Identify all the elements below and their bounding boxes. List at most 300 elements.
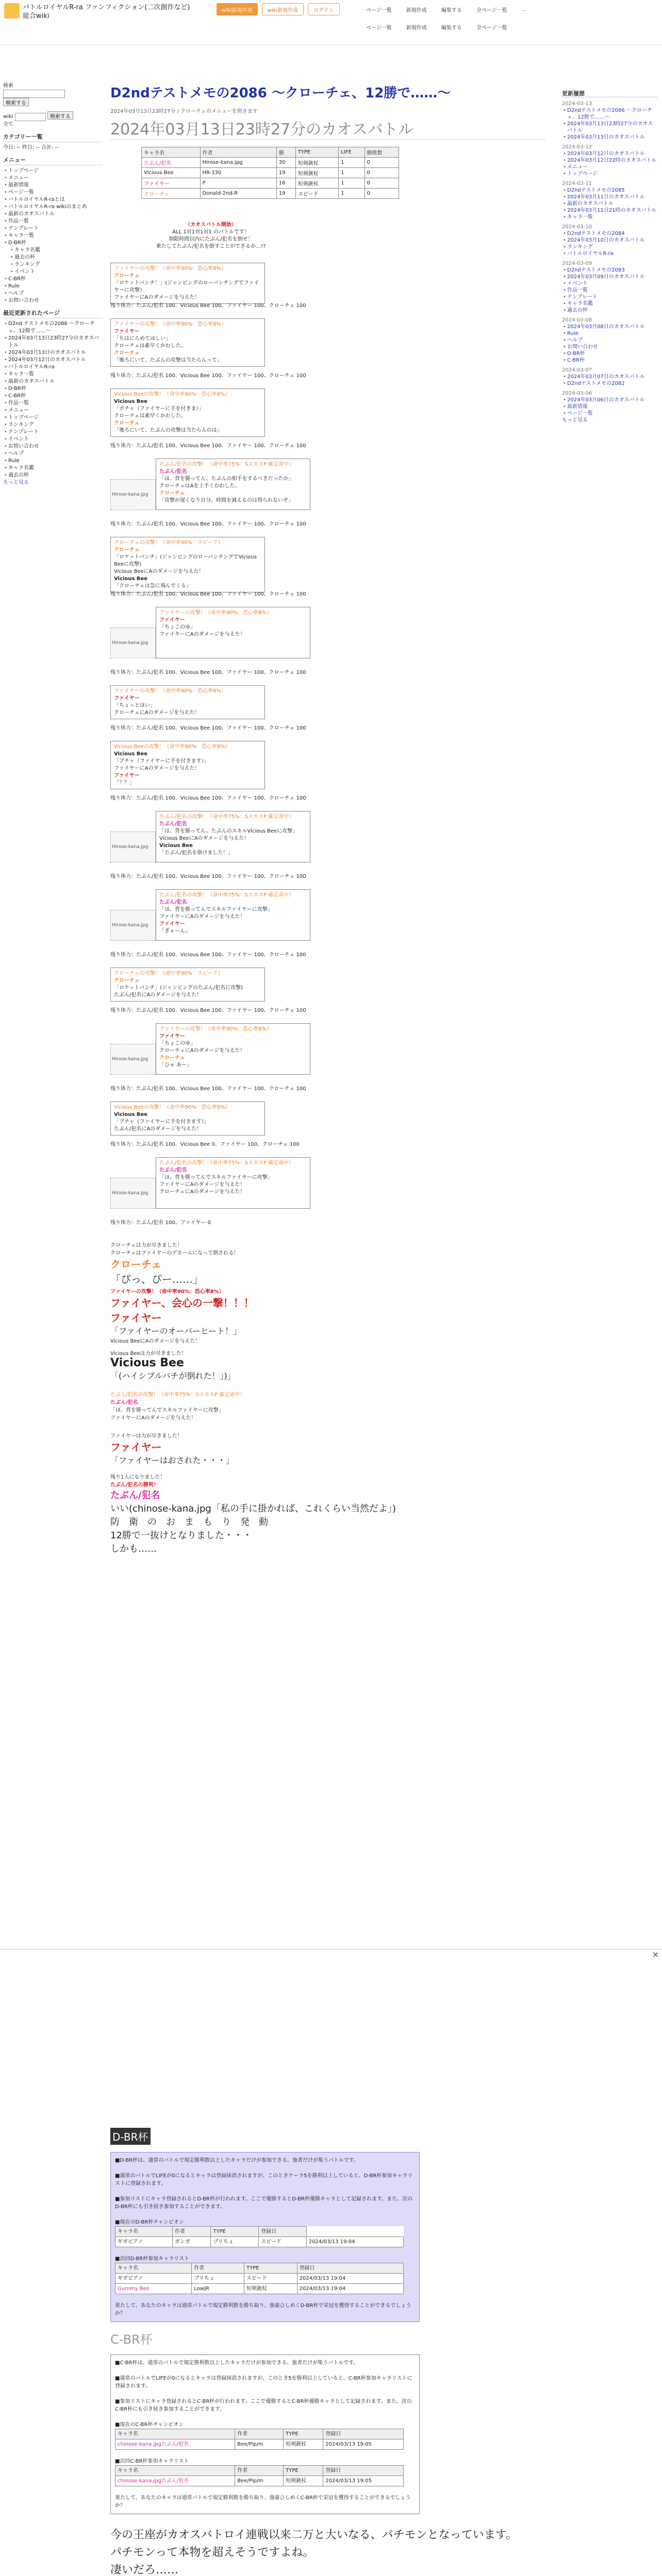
site-header[interactable] xyxy=(4,3,195,21)
cbr-champ-table xyxy=(115,2429,404,2450)
roster-header-cell: 勝敗数 xyxy=(365,147,399,158)
recent-item[interactable]: • イベント xyxy=(3,436,103,443)
croce-down-line: クローチェは力が尽きました！ xyxy=(110,1243,183,1248)
left-sidebar xyxy=(0,82,106,492)
hp-log: 残り体力：たぶん/犯名 100、Vicious Bee 100、ファイヤー 100、クローチェ 100 xyxy=(110,443,306,449)
menu-title: メニュー xyxy=(3,157,103,165)
history-item[interactable]: • D2ndテストメモの2083 xyxy=(562,267,658,274)
dbrchamp-cell: ガンガ xyxy=(173,2237,211,2247)
recent-item[interactable]: • ランキング xyxy=(3,421,103,429)
history-date: 2024-03-06 xyxy=(562,391,592,396)
battle-box xyxy=(156,459,310,510)
cbrchamp-cell[interactable]: chinose-kana.jpgたぶん/犯名 xyxy=(115,2439,235,2450)
winner-line: 防 衛 の お ま も り 発 動 xyxy=(110,1517,268,1528)
history-date: 2024-03-13 xyxy=(562,101,592,107)
dbrlist-row xyxy=(115,2284,404,2294)
battle-line: Vicious Bee xyxy=(114,576,147,582)
battle-line: ファイヤー xyxy=(159,1033,185,1039)
battle-line: 「後ろにいて、たぶんの攻撃は当たらんのは」 xyxy=(114,428,222,433)
hp-log: 残り体力：たぶん/犯名 100、Vicious Bee 100、ファイヤー 100、クローチェ 100 xyxy=(110,373,306,379)
battle-line: 「ほ、背を勝ってん。たぶんの相手をするべきだったか」 xyxy=(159,476,294,482)
hp-log: 残り体力：たぶん/犯名 100、Vicious Bee 100、ファイヤー 100、クローチェ 100 xyxy=(110,1086,306,1092)
recent-item[interactable]: • 2024年03月12日のカオスバトル xyxy=(3,357,103,364)
history-list xyxy=(562,100,658,417)
recent-item[interactable]: • トップページ xyxy=(3,414,103,421)
history-item[interactable]: • 2024年03月08日のカオスバトル xyxy=(562,324,658,330)
battle-line: ファイヤーにAのダメージを与えた！ xyxy=(114,766,200,771)
recent-more-link[interactable]: もっと見る xyxy=(3,479,29,485)
history-item[interactable]: • D-BR杯 xyxy=(562,350,658,357)
history-item[interactable]: • 2024年03月13日のカオスバトル xyxy=(562,134,658,141)
battle-line: クローチェの攻撃！（命中率90%：スピード） xyxy=(114,540,223,546)
history-item[interactable]: • ランキング xyxy=(562,244,658,250)
battle-line: クローチェ xyxy=(114,273,140,279)
history-item[interactable]: • 2024年03月11日21時のカオスバトル xyxy=(562,207,658,214)
battle-line: 「は、背を勝ってん。たぶんのスキルVicious Beeに攻撃」 xyxy=(159,828,298,834)
closing-line-0: 今の王座がカオスバトロイ連戦以来二万と大いなる、パチモンとなっています。 xyxy=(110,2529,517,2541)
battle-line: ファイヤーの攻撃！（命中率90%：恐心率8%） xyxy=(114,321,226,327)
battle-turn xyxy=(110,741,265,789)
menu-item[interactable]: • ページ一覧 xyxy=(3,189,103,196)
dbrlist-cell: スピード xyxy=(244,2274,297,2284)
battle-box xyxy=(110,968,265,1002)
history-more-link[interactable]: もっと見る xyxy=(562,417,588,423)
battle-box xyxy=(156,1023,310,1075)
hp-log: 残り体力：たぶん/犯名 100、ファイヤー 0 xyxy=(110,1220,211,1226)
battle-line: クローチェ xyxy=(159,1055,185,1061)
dbrlist-cell[interactable]: ギガピアノ xyxy=(115,2274,192,2284)
roster-cell[interactable]: ファイヤー xyxy=(142,178,201,189)
recent-item[interactable]: • 2024年03月13日のカオスバトル xyxy=(3,349,103,357)
new-page-link-2[interactable]: 新規作成 xyxy=(401,21,432,33)
dbrlist-cell: プリちょ xyxy=(192,2274,244,2284)
history-date: 2024-03-12 xyxy=(562,144,592,150)
top-bar xyxy=(0,0,662,45)
history-item[interactable]: • 2024年03月11日のカオスバトル xyxy=(562,194,658,200)
close-icon[interactable]: × xyxy=(652,1950,659,1959)
history-item[interactable]: • ヘルプ xyxy=(562,337,658,344)
recent-item[interactable]: • 最新のカオスバトル xyxy=(3,378,103,385)
battle-line: Vicious Beeの攻撃！（命中率90%：恐心率8%） xyxy=(114,1105,230,1110)
history-item[interactable]: • D2ndテストメモの2084 xyxy=(562,230,658,237)
right-sidebar xyxy=(562,90,658,423)
site-title[interactable]: バトルロイヤルR-ra ファンフィクション(二次創作など)総合wiki xyxy=(23,4,190,20)
fire-down-line: ファイヤー xyxy=(110,1441,162,1453)
recent-item[interactable]: • キャラ名鑑 xyxy=(3,465,103,472)
recent-item[interactable]: • メニュー xyxy=(3,407,103,414)
battle-line: Vicious Beeの攻撃！（命中率90%：恐心率8%） xyxy=(114,744,230,750)
edit-link[interactable]: 編集する xyxy=(436,3,467,15)
dbrlist-header xyxy=(115,2263,404,2274)
roster-cell: Donald-2nd-R xyxy=(200,189,276,199)
history-item[interactable]: • 2024年03月10日のカオスバトル xyxy=(562,237,658,244)
battle-line: 「ひゃ あー」 xyxy=(159,1062,192,1068)
wiki-label: wiki xyxy=(3,114,13,120)
menu-list xyxy=(3,167,103,304)
dbrchamp-header xyxy=(115,2227,404,2237)
battle-line: たぶん/犯名の攻撃！（命中率75%：SスカスP 確定命中） xyxy=(159,814,294,820)
battle-turn xyxy=(110,607,310,658)
roster-cell: 30 xyxy=(276,158,295,168)
history-item[interactable]: • 2024年03月12日22時のカオスバトル xyxy=(562,157,658,164)
battle-line: ファイヤーにAのダメージを与えた！ xyxy=(159,914,245,920)
search-button[interactable]: 検索する xyxy=(3,98,29,106)
roster-row xyxy=(142,189,399,199)
intro-line-0: （カオスバトル開始） xyxy=(185,222,237,228)
intro-line-1: ALL 1対1対1対1 のバトルです！ xyxy=(172,229,250,235)
wiki-create-button-2[interactable]: wiki新規作成 xyxy=(262,3,304,15)
edit-link-2[interactable]: 編集する xyxy=(436,21,467,33)
menu-item[interactable]: • 作品一覧 xyxy=(3,218,103,225)
history-item[interactable]: • お問い合わせ xyxy=(562,344,658,350)
history-item[interactable]: • 最新情報 xyxy=(562,403,658,410)
recent-item[interactable]: • D-BR杯 xyxy=(3,385,103,393)
dbrchamp-th: キャラ名 xyxy=(115,2227,173,2237)
character-image: Hirose-kana.jpg xyxy=(110,628,156,658)
history-item[interactable]: • バトルロイヤルR-ra xyxy=(562,250,658,257)
winner-line: いい(chinose-kana.jpg「私の手に掛かれば、これくらい当然だよ」) xyxy=(110,1503,396,1514)
recent-item[interactable]: • ヘルプ xyxy=(3,450,103,457)
scope-all[interactable]: 全て xyxy=(3,121,13,127)
intro-line-3: 乗たしてたぶん/犯名を倒すことができるか…!? xyxy=(156,244,266,249)
roster-row xyxy=(142,178,399,189)
cbrlist-header xyxy=(115,2466,404,2476)
fire-down xyxy=(110,1431,234,1466)
battle-turn xyxy=(110,685,265,719)
dbrlist-th: キャラ名 xyxy=(115,2263,192,2274)
menu-item[interactable]: • トップページ xyxy=(3,167,103,175)
recent-item[interactable]: • 過去の杯 xyxy=(3,472,103,479)
new-page-link[interactable]: 新規作成 xyxy=(401,3,432,15)
battle-line: クローチェ xyxy=(114,420,140,426)
fire-down-line: ファイヤーは力が尽きました！ xyxy=(110,1433,183,1439)
intro-block xyxy=(126,219,296,252)
search-input[interactable] xyxy=(3,90,65,98)
roster-cell: 短剣銃杖 xyxy=(295,178,338,189)
breadcrumb: 2024年03月13日23時27分 / クローチェのメニューを開きます xyxy=(110,109,258,114)
battle-line: たぶん/犯名の攻撃！（命中率75%：SスカスP 確定命中） xyxy=(159,892,294,898)
roster-header-cell: TYPE xyxy=(295,147,338,158)
cbr-list-table xyxy=(115,2465,404,2486)
hp-log: 残り体力：たぶん/犯名 100、Vicious Bee 100、ファイヤー 100、クローチェ 100 xyxy=(110,874,306,879)
battle-line: 「ロケットパンチ」(ジャンピングのたぶん/犯名に攻撃) xyxy=(114,985,243,991)
history-item[interactable]: • キャラ一覧 xyxy=(562,214,658,221)
menu-sub-item[interactable]: • ランキング xyxy=(3,261,103,268)
closing-line-2: 凄いだろ…… xyxy=(110,2564,179,2576)
roster-cell: 1 xyxy=(339,178,365,189)
menu-sub-item[interactable]: • イベント xyxy=(3,268,103,276)
site-logo[interactable] xyxy=(4,3,20,19)
battle-turn xyxy=(110,318,265,367)
battle-line: ファイヤーにAのダメージを与えた！ xyxy=(159,632,245,637)
battle-line: たぶん/犯名にAのダメージを与えた！ xyxy=(114,1126,202,1132)
dbrlist-row xyxy=(115,2274,404,2284)
battle-line: Vicious Bee xyxy=(114,1112,147,1117)
menu-item[interactable]: • 最新情報 xyxy=(3,182,103,189)
battle-line: Vicious BeeにAのダメージを与えた！ xyxy=(114,569,204,574)
history-date: 2024-03-09 xyxy=(562,261,592,266)
battle-turn xyxy=(110,537,265,592)
history-item[interactable]: • D2ndテストメモの2086 〜クローチェ、12勝で……〜 xyxy=(562,107,658,121)
fire-crit xyxy=(110,1287,254,1344)
intro-line-2: 制限時間以内にたぶん/犯名を倒せ！ xyxy=(169,236,253,242)
recent-item[interactable]: • 2024年03月13日23時27分のカオスバトル xyxy=(3,335,103,349)
wiki-search-row xyxy=(3,111,103,121)
history-item[interactable]: • 2024年03月07日のカオスバトル xyxy=(562,374,658,380)
history-item[interactable]: • 2024年03月13日23時27分のカオスバトル xyxy=(562,121,658,134)
page-list-link-2[interactable]: ページ一覧 xyxy=(361,21,397,33)
history-item[interactable]: • メニュー xyxy=(562,164,658,171)
battle-line: Vicious Bee xyxy=(114,751,147,757)
hp-log: 残り体力：たぶん/犯名 100、Vicious Bee 100、ファイヤー 100、クローチェ 100 xyxy=(110,725,306,731)
recent-item[interactable]: • C-BR杯 xyxy=(3,393,103,400)
wiki-search-button[interactable]: 検索する xyxy=(47,111,73,120)
menu-item[interactable]: • C-BR杯 xyxy=(3,276,103,283)
menu-item[interactable]: • 最新のカオスバトル xyxy=(3,211,103,218)
fire-crit-line: Vicious BeeにAのダメージを与えた！ xyxy=(110,1338,201,1344)
roster-cell: スピード xyxy=(295,189,338,199)
menu-item[interactable]: • キャラ一覧 xyxy=(3,232,103,240)
roster-cell: 0 xyxy=(365,158,399,168)
battle-line: クローチェにAのダメージを与えた！ xyxy=(159,1189,245,1195)
battle-line: 「ほ、背を勝ってんでスキルファイヤーに攻撃」 xyxy=(159,1175,273,1180)
history-group xyxy=(562,324,658,364)
character-image: Hirose-kana.jpg xyxy=(110,1178,156,1209)
battle-box xyxy=(156,889,310,941)
history-group xyxy=(562,230,658,257)
menu-sub-item[interactable]: • キャラ名鑑 xyxy=(3,247,103,254)
dbrlist-cell[interactable]: Gummy Bee xyxy=(115,2284,192,2294)
category-title: カテゴリー一覧 xyxy=(3,133,103,142)
page-list-link[interactable]: ページ一覧 xyxy=(361,3,397,15)
fire-crit-line: ファイヤーの攻撃！（命中率90%：恐心率8%） xyxy=(110,1289,224,1295)
battle-line: ファイヤーの攻撃！（命中率90%：恐心率8%） xyxy=(159,610,272,616)
menu-item[interactable]: • テンプレート xyxy=(3,225,103,232)
tbn-attack xyxy=(110,1390,245,1421)
main-content xyxy=(110,82,545,2576)
battle-turn xyxy=(110,811,310,862)
history-group xyxy=(562,107,658,141)
character-image: Hirose-kana.jpg xyxy=(110,1044,156,1075)
battle-box xyxy=(110,537,265,592)
battle-line: 「ちょこのゆ」 xyxy=(159,1041,195,1046)
dbrchamp-th: TYPE xyxy=(211,2227,259,2237)
battle-box xyxy=(110,741,265,789)
history-item[interactable]: • テンプレート xyxy=(562,294,658,300)
battle-line: ファイヤーの攻撃！（命中率90%：恐心率8%） xyxy=(159,1026,272,1032)
history-item[interactable]: • 最新のカオスバトル xyxy=(562,200,658,207)
battle-line: ファイヤー xyxy=(114,696,140,701)
roster-cell: 1 xyxy=(339,158,365,168)
dbr-champ-title: ■現在のD-BR杯チャンピオン xyxy=(115,2219,184,2225)
menu-item[interactable]: • メニュー xyxy=(3,175,103,182)
battle-log xyxy=(110,263,545,2128)
croce-down-line: クローチェ xyxy=(110,1258,162,1270)
history-item[interactable]: • 2024年03月12日のカオスバトル xyxy=(562,150,658,157)
roster-table xyxy=(141,147,399,199)
menu-item[interactable]: • D-BR杯 xyxy=(3,240,103,247)
history-item[interactable]: • ページ一覧 xyxy=(562,410,658,417)
battle-line: たぶん/犯名 xyxy=(159,469,187,474)
battle-line: 「後ろにいて、たぶんの攻撃は当たらんって」 xyxy=(114,358,222,363)
history-date: 2024-03-08 xyxy=(562,317,592,323)
winner xyxy=(110,1472,396,1555)
cbr-panel xyxy=(110,2354,420,2514)
history-item[interactable]: • 過去の杯 xyxy=(562,307,658,314)
history-item[interactable]: • 2024年03月06日のカオスバトル xyxy=(562,397,658,403)
recent-item[interactable]: • キャラ一覧 xyxy=(3,371,103,378)
battle-line: ファイヤーの攻撃！（命中率90%：恐心率8%） xyxy=(114,688,226,694)
battle-line: 「？？」 xyxy=(114,780,135,786)
cbrlist-cell: 短剣銃杖 xyxy=(284,2476,323,2486)
roster-cell: 16 xyxy=(276,178,295,189)
battle-line: たぶん/犯名 xyxy=(159,1167,187,1173)
recent-item[interactable]: • 作品一覧 xyxy=(3,400,103,407)
dbrlist-th: 登録日 xyxy=(297,2263,403,2274)
recent-item[interactable]: • バトルロイヤルR-ra xyxy=(3,364,103,371)
dbrlist-cell: LowJR xyxy=(192,2284,244,2294)
hp-log: 残り体力：たぶん/犯名 100、Vicious Bee 100、ファイヤー 100、クローチェ 100 xyxy=(110,795,306,801)
vb-down-line: Vicious Beeは力が尽きました！ xyxy=(110,1351,187,1357)
battle-turn xyxy=(110,1023,310,1075)
wiki-create-button[interactable]: wiki新規作成 xyxy=(217,3,258,15)
dbr-foot: 果たして、あなたのキャラは通常バトルで規定勝利数を勝ち取り、強豪ひしめくD-BR杯で栄冠を獲得することができるでしょうか？ xyxy=(115,2303,411,2316)
all-pages-link-2[interactable]: 全ページ一覧 xyxy=(471,21,512,33)
wiki-search-input[interactable] xyxy=(15,113,46,121)
croce-down xyxy=(110,1241,239,1286)
roster-cell: Hirose-kana.jpg xyxy=(200,158,276,168)
history-group xyxy=(562,187,658,221)
all-pages-link[interactable]: 全ページ一覧 xyxy=(471,3,512,15)
dbrchamp-cell[interactable]: ギガピアノ xyxy=(115,2237,173,2247)
roster-cell: P xyxy=(200,178,276,189)
ad-overlay-bar xyxy=(0,1949,662,1958)
battle-line: 「ちはにらめてほしい」 xyxy=(114,336,171,342)
recent-item[interactable]: • D2nd テストメモの2086 〜クローチェ、12勝で……〜 xyxy=(3,320,103,335)
dbrlist-cell: 短剣銃杖 xyxy=(244,2284,297,2294)
roster-cell[interactable]: たぶん/犯名 xyxy=(142,158,201,168)
winner-line: たぶん/犯名の勝利！ xyxy=(110,1482,159,1488)
roster-cell[interactable]: Vicious Bee xyxy=(142,168,201,178)
counter: 今日: -- 昨日: -- 合計: -- xyxy=(3,144,59,150)
history-item[interactable]: • トップページ xyxy=(562,171,658,177)
roster-cell: 1 xyxy=(339,189,365,199)
history-item[interactable]: • D2ndテストメモの2082 xyxy=(562,380,658,387)
battle-box xyxy=(156,1157,310,1209)
croce-down-line: クローチェはファイヤーのデカームになって倒される！ xyxy=(110,1250,239,1256)
roster-cell: 0 xyxy=(365,178,399,189)
recent-item[interactable]: • Rule xyxy=(3,457,103,465)
battle-line: 「ロケットパンチ！」(ジャンピングのローパンチングでファイヤーに攻撃） xyxy=(114,280,259,293)
winner-line: 残り1人になりました！ xyxy=(110,1475,166,1480)
closing-block xyxy=(110,2527,545,2576)
category-section xyxy=(3,133,103,151)
cbrlist-cell[interactable]: chinose-kana.jpgたぶん/犯名 xyxy=(115,2476,235,2486)
character-image: Hirose-kana.jpg xyxy=(110,832,156,862)
cbrchamp-th: キャラ名 xyxy=(115,2429,235,2439)
cbr-foot: 果たして、あなたのキャラは通常バトルで規定勝利数を勝ち取り、強豪ひしめくC-BR杯で栄冠を獲得することができるでしょうか？ xyxy=(115,2495,411,2509)
battle-line: たぶん/犯名 xyxy=(159,900,187,905)
cbrchamp-th: TYPE xyxy=(284,2429,323,2439)
history-item[interactable]: • 2024年03月09日のカオスバトル xyxy=(562,274,658,280)
battle-line: 「ポチャ（ファイヤーに手を付きま）」 xyxy=(114,406,204,412)
tbn-attack-line: 「ほ、背を勝ってんでスキルファイヤーに攻撃」 xyxy=(110,1408,224,1413)
battle-line: 「ぎゃーん」 xyxy=(159,928,190,934)
battle-line: Vicious BeeにAのダメージを与えた！ xyxy=(159,836,250,841)
recent-section xyxy=(3,310,103,486)
cbr-p1: ■C-BR杯は、通常のバトルで規定勝利数以上したキャラだけが参加できる、強者だけが集うバトルです。 xyxy=(115,2360,359,2366)
cbrlist-th: 作者 xyxy=(235,2466,284,2476)
dbr-p2: ■通常のバトルでLIFEが0になるとキャラは登録抹消されますが、このときケーラ5を勝利以上していると、D-BR杯参加キャラリストに登録されます。 xyxy=(115,2173,413,2187)
recent-item[interactable]: • お問い合わせ xyxy=(3,443,103,450)
history-date: 2024-03-11 xyxy=(562,181,592,187)
battle-line: クローチェはAを上手くかわした。 xyxy=(159,483,240,489)
page-actions xyxy=(361,3,532,15)
roster-row xyxy=(142,158,399,168)
history-item[interactable]: • 作品一覧 xyxy=(562,287,658,294)
croce-down-line: 「ぴっ、ぴー……」 xyxy=(110,1273,203,1285)
dbr-p3: ■参加リストにキャラ登録されるとD-BR杯が行われます。ここで優勝するとD-BR杯優勝キャラとして記録されます。また、次のD-BR杯にも引き続き参加することができます。 xyxy=(115,2196,413,2210)
battle-line: クローチェは素早くかわした。 xyxy=(114,343,186,349)
history-item[interactable]: • C-BR杯 xyxy=(562,357,658,364)
menu-item[interactable]: • お問い合わせ xyxy=(3,297,103,304)
dbrchamp-th: 登録日 xyxy=(259,2227,307,2237)
history-group xyxy=(562,397,658,417)
roster-header-row xyxy=(142,147,399,158)
menu-item[interactable]: • バトルロイヤルR-ra wikiのまとめ xyxy=(3,204,103,211)
battle-line: 「たぶん/犯名を掛けました！」 xyxy=(159,850,234,856)
dbrlist-th: TYPE xyxy=(244,2263,297,2274)
history-item[interactable]: • D2ndテストメモの2085 xyxy=(562,187,658,194)
winner-line: しかも…… xyxy=(110,1544,157,1554)
history-item[interactable]: • キャラ名鑑 xyxy=(562,300,658,307)
battle-line: たぶん/犯名にAのダメージを与えた！ xyxy=(114,992,202,998)
roster-cell[interactable]: クローチェ xyxy=(142,189,201,199)
cbrchamp-th: 作者 xyxy=(235,2429,284,2439)
menu-item[interactable]: • バトルロイヤルR-raとは xyxy=(3,196,103,204)
login-button[interactable]: ログイン xyxy=(308,3,340,15)
battle-line: たぶん/犯名の攻撃！（命中率75%：SスカスP 確定命中） xyxy=(159,1160,294,1166)
history-group xyxy=(562,150,658,177)
battle-turn xyxy=(110,1101,265,1136)
menu-item[interactable]: • Rule xyxy=(3,283,103,290)
character-image: Hirose-kana.jpg xyxy=(110,910,156,941)
hp-log: 残り体力：たぶん/犯名 100、Vicious Bee 100、ファイヤー 100、クローチェ 100 xyxy=(110,670,306,675)
cbrchamp-row xyxy=(115,2439,404,2450)
battle-line: 「攻撃が遅くなり自分、時間を減えるのは得られないぞ」 xyxy=(159,498,293,503)
more-link[interactable]: ... xyxy=(517,3,532,15)
history-item[interactable]: • イベント xyxy=(562,280,658,287)
menu-item[interactable]: • ヘルプ xyxy=(3,290,103,297)
battle-line: ファイヤー xyxy=(114,329,140,334)
cbrlist-cell: Bee/Pip/m xyxy=(235,2476,284,2486)
cbrlist-cell: 2024/03/13 19:05 xyxy=(323,2476,404,2486)
dbr-champ-table xyxy=(115,2226,404,2247)
vb-down xyxy=(110,1349,236,1381)
recent-item[interactable]: • テンプレート xyxy=(3,429,103,436)
roster-cell: 短剣銃杖 xyxy=(295,168,338,178)
battle-line: Vicious Beeの攻撃！（命中率90%：恐心率8%） xyxy=(114,392,230,397)
battle-turn xyxy=(110,459,310,510)
menu-sub-item[interactable]: • 過去の杯 xyxy=(3,254,103,261)
dbrlist-th: 作者 xyxy=(192,2263,244,2274)
dbrlist-cell: 2024/03/13 19:04 xyxy=(297,2284,403,2294)
dbr-list-table xyxy=(115,2263,404,2294)
battle-line: Vicious Bee xyxy=(114,399,147,404)
battle-line: 「クローチェは急に飛んでくる」 xyxy=(114,583,191,589)
history-item[interactable]: • Rule xyxy=(562,330,658,337)
battle-line: クローチェの攻撃！（命中率90%：スピード） xyxy=(114,971,223,976)
